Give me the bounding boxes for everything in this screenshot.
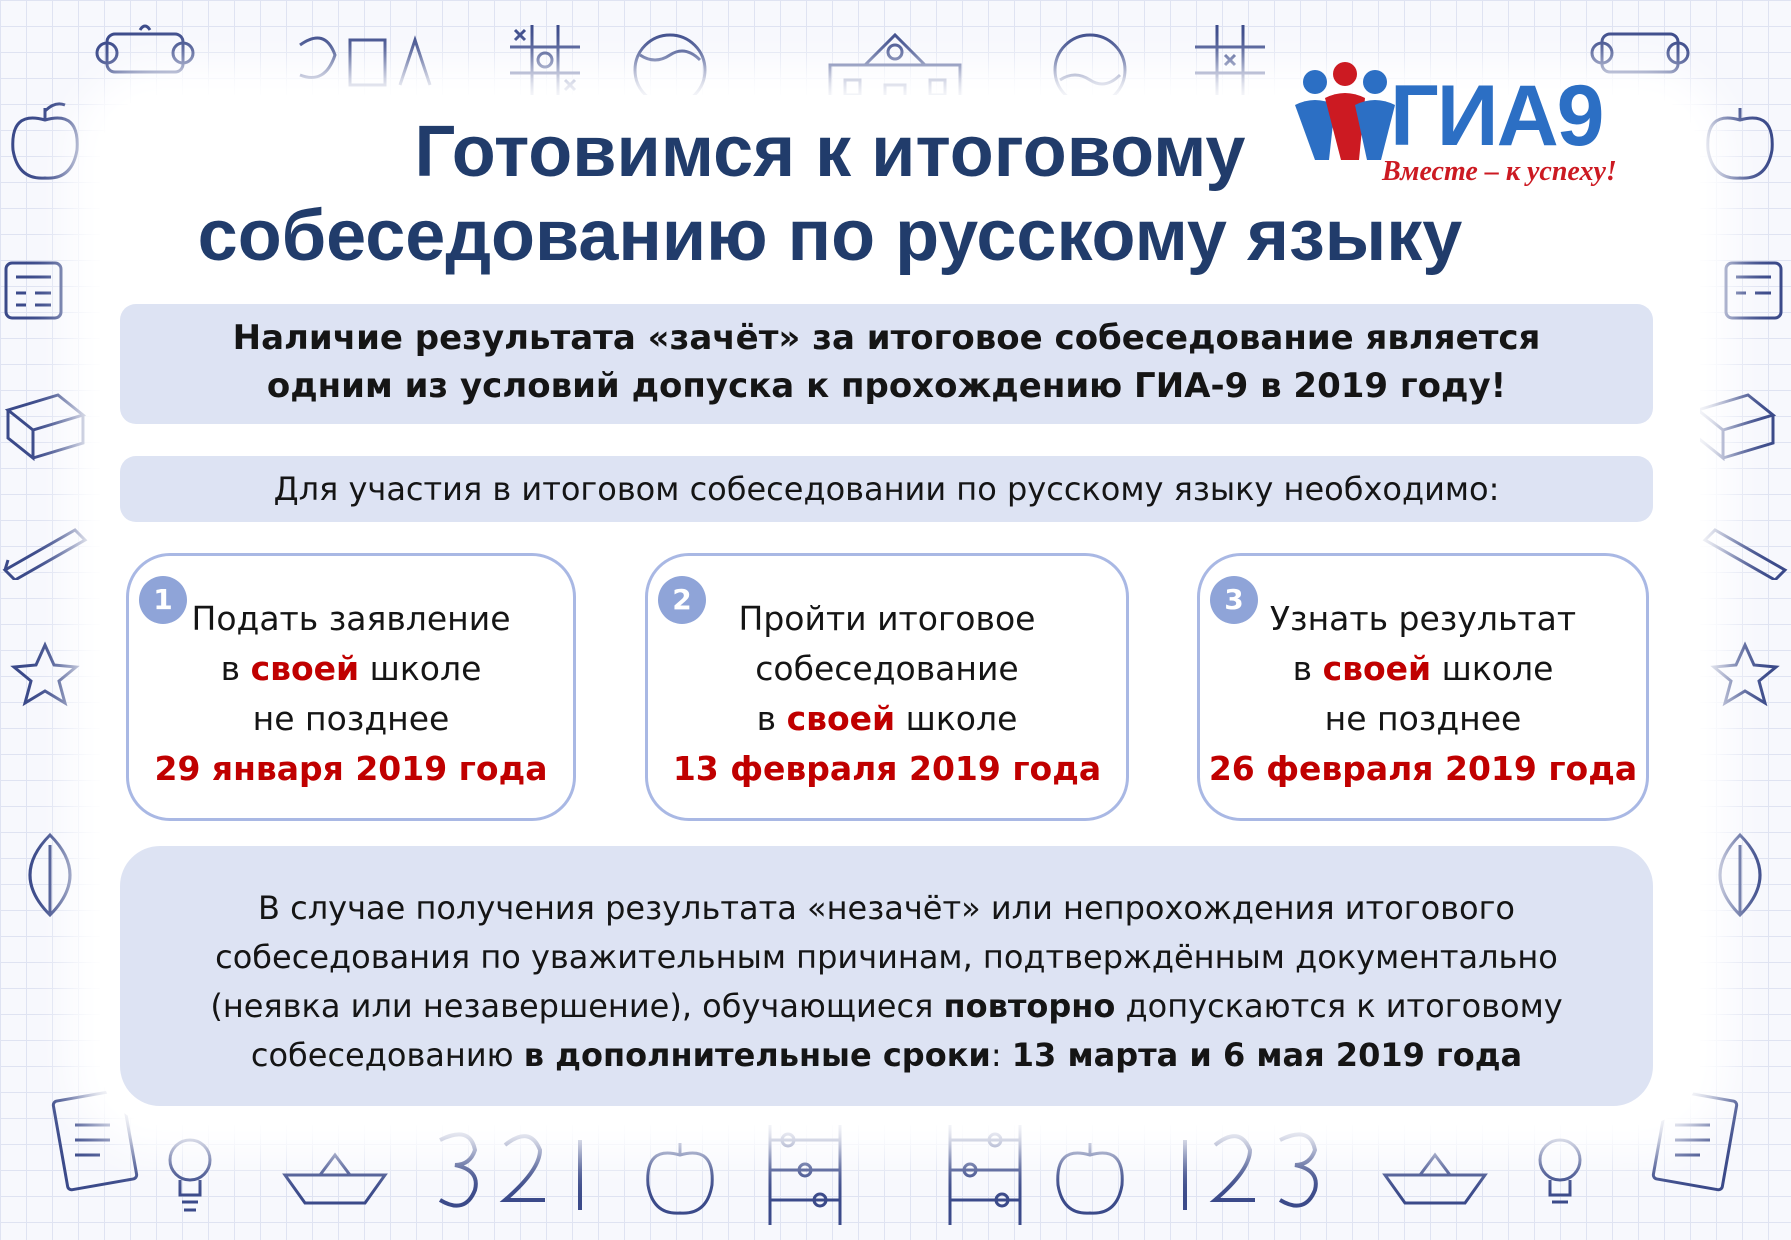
lightbulb-icon: [160, 1130, 220, 1220]
step-2-line-1: Пройти итоговое: [738, 599, 1036, 638]
step-3-text: школе: [1431, 649, 1554, 688]
numbers-123-icon: [1170, 1120, 1350, 1220]
note-bold-extra-terms: в дополнительные сроки: [523, 1036, 991, 1074]
lightbulb-icon: [1530, 1130, 1590, 1220]
requirement-banner: [120, 304, 1653, 424]
leaf-icon: [1705, 830, 1775, 920]
note-text: допускаются к итоговому: [1115, 987, 1563, 1025]
step-2-date: 13 февраля 2019 года: [672, 749, 1102, 788]
step-card-3: [1197, 553, 1649, 821]
participation-banner: [120, 456, 1653, 522]
note-bold-dates: 13 марта и 6 мая 2019 года: [1011, 1036, 1523, 1074]
apple-icon: [640, 1130, 720, 1220]
requirement-line-1: Наличие результата «зачёт» за итоговое собеседование является: [232, 318, 1541, 358]
step-1-line-2: [129, 644, 573, 694]
note-text: :: [990, 1036, 1012, 1074]
apple-icon: [5, 95, 85, 185]
step-3-line-2: [1200, 644, 1646, 694]
requirement-line-2: одним из условий допуска к прохождению ГИА-9 в 2019 году!: [266, 366, 1507, 406]
step-2-highlight: своей: [786, 699, 896, 738]
step-1-date: 29 января 2019 года: [154, 749, 548, 788]
note-line-1: В случае получения результата «незачёт» или непрохождения итогового: [257, 889, 1515, 927]
step-2-text: в: [756, 699, 787, 738]
tic-tac-toe-icon: [1190, 20, 1270, 100]
star-icon: [10, 640, 80, 710]
book-icon: [1690, 380, 1780, 470]
star-icon: [1710, 640, 1780, 710]
pencil-icon: [0, 520, 90, 580]
note-text: (неявка или незавершение), обучающиеся: [210, 987, 944, 1025]
letters-abc-icon: [290, 25, 440, 105]
pencil-icon: [1700, 520, 1790, 580]
note-text: собеседованию: [250, 1036, 524, 1074]
step-number-badge: 3: [1210, 576, 1258, 624]
tic-tac-toe-icon: [505, 20, 585, 100]
title-line-2: собеседованию по русскому языку: [197, 196, 1463, 276]
step-1-highlight: своей: [250, 649, 360, 688]
step-3-line-1: Узнать результат: [1269, 599, 1577, 638]
note-line-4: [120, 1031, 1653, 1080]
step-3-date: 26 февраля 2019 года: [1208, 749, 1638, 788]
scroll-icon: [95, 20, 195, 90]
logo-text: ГИА9: [1390, 68, 1603, 164]
gia9-logo: [1290, 60, 1650, 190]
abacus-icon: [760, 1110, 850, 1230]
note-bold-repeat: повторно: [943, 987, 1116, 1025]
participation-text: Для участия в итоговом собеседовании по русскому языку необходимо:: [273, 470, 1500, 508]
apple-icon: [1700, 95, 1780, 185]
step-1-line-3: не позднее: [252, 699, 450, 738]
leaf-icon: [15, 830, 85, 920]
calculator-icon: [1720, 255, 1790, 325]
step-number-badge: 2: [658, 576, 706, 624]
calculator-icon: [0, 255, 70, 325]
step-2-line-2: собеседование: [755, 649, 1019, 688]
step-1-text: школе: [359, 649, 482, 688]
logo-slogan: Вместе – к успеху!: [1382, 156, 1617, 187]
step-3-line-3: не позднее: [1324, 699, 1522, 738]
paper-boat-icon: [1380, 1150, 1490, 1210]
step-1-line-1: Подать заявление: [191, 599, 511, 638]
step-2-text: школе: [895, 699, 1018, 738]
note-line-2: собеседования по уважительным причинам, подтверждённым документально: [215, 938, 1558, 976]
step-number-badge: 1: [139, 576, 187, 624]
note-line-3: [120, 982, 1653, 1031]
retake-note-banner: [120, 846, 1653, 1106]
title-line-1: Готовимся к итоговому: [414, 112, 1246, 192]
book-icon: [0, 380, 90, 470]
apple-icon: [1050, 1130, 1130, 1220]
step-card-1: [126, 553, 576, 821]
abacus-icon: [940, 1110, 1030, 1230]
paper-boat-icon: [280, 1150, 390, 1210]
step-card-2: [645, 553, 1129, 821]
step-2-line-3: [648, 694, 1126, 744]
numbers-123-icon: [430, 1120, 610, 1220]
step-3-text: в: [1292, 649, 1323, 688]
step-3-highlight: своей: [1322, 649, 1432, 688]
step-1-text: в: [220, 649, 251, 688]
